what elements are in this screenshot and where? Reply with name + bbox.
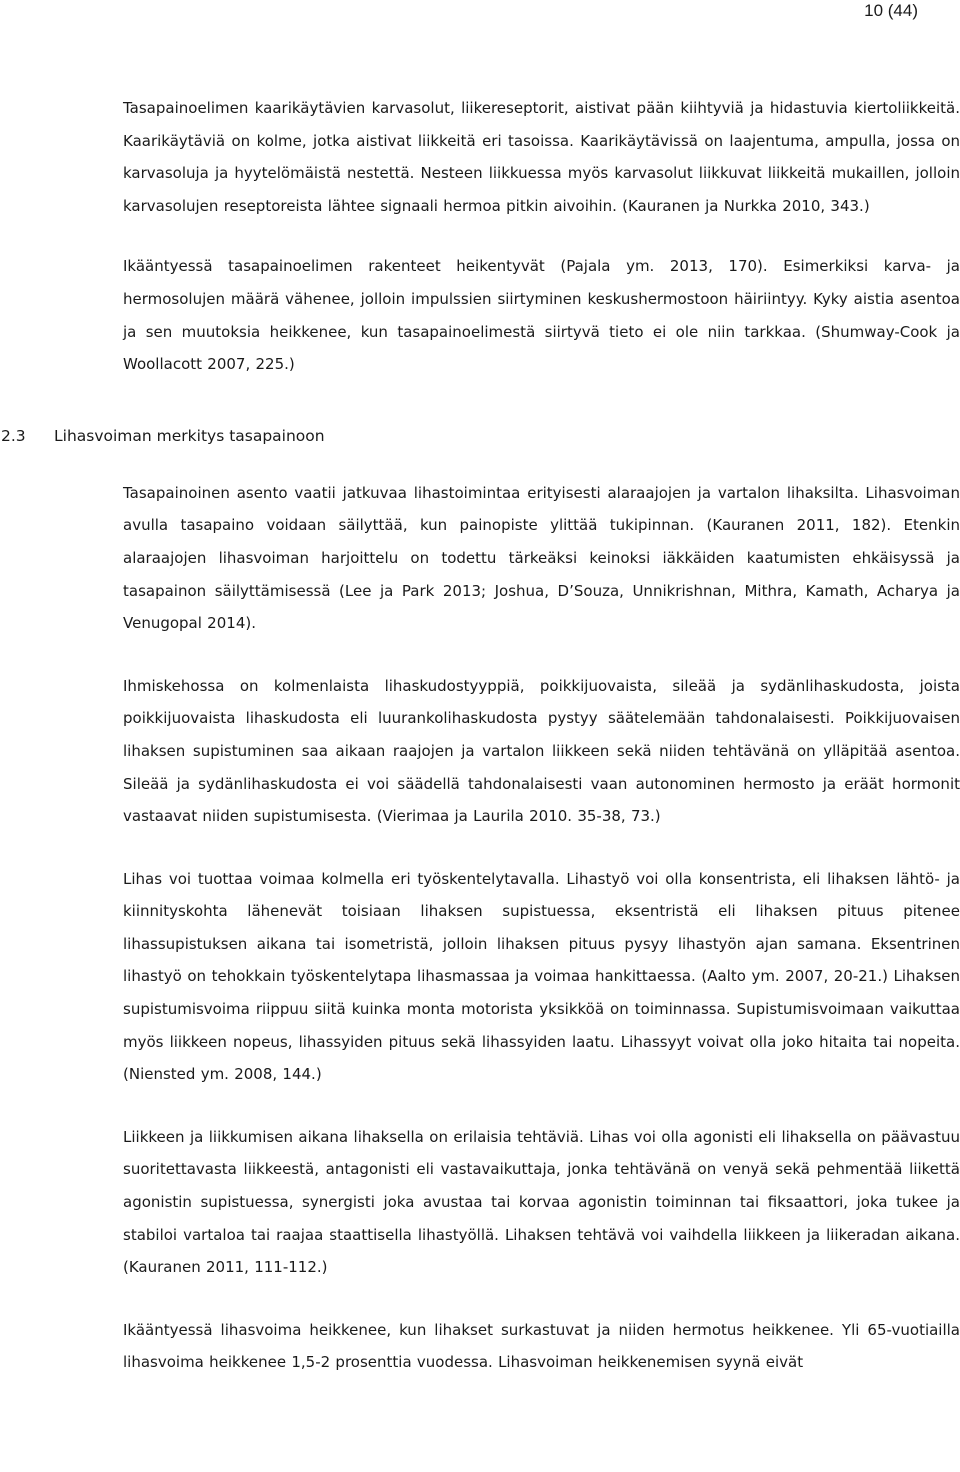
paragraph-muscle-roles: Liikkeen ja liikkumisen aikana lihaksella on erilaisia tehtäviä. Lihas voi olla agonisti eli lihaksella on päävastuu suoritettavasta liikkeestä, antagonisti eli vastavaikuttaja, jonka tehtävänä on venyä sekä pehmentää liikettä agonistin supistuessa, synergisti joka avustaa tai korvaa agonistin toiminnan tai fiksaattori, joka tukee ja stabiloi vartaloa tai raajaa staattisella lihastyöllä. Lihaksen tehtävä voi vaihdella liikkeen ja liikeradan aikana. (Kauranen 2011, 111-112.) [123,1127,960,1277]
paragraph-muscle-tissue-types: Ihmiskehossa on kolmenlaista lihaskudostyyppiä, poikkijuovaista, sileää ja sydänlihaskudosta, joista poikkijuovaista lihaskudosta eli luurankolihaskudosta pystyy säätelemään tahdonalaisesti. Poikkijuovaisen lihaksen supistuminen saa aikaan raajojen ja vartalon liikkeen sekä niiden tehtävänä on ylläpitää asentoa. Sileää ja sydänlihaskudosta ei voi säädellä tahdonalaisesti vaan autonominen hermosto ja eräät hormonit vastaavat niiden supistumisesta. (Vierimaa ja Laurila 2010. 35-38, 73.) [123,676,960,826]
paragraph-aging-balance-organ: Ikääntyessä tasapainoelimen rakenteet heikentyvät (Pajala ym. 2013, 170). Esimerkiksi karva- ja hermosolujen määrä vähenee, jolloin impulssien siirtyminen keskushermostoon häiriintyy. Kyky aistia asentoa ja sen muutoksia heikkenee, kun tasapainoelimestä siirtyvä tieto ei ole niin tarkkaa. (Shumway-Cook ja Woollacott 2007, 225.) [123,257,960,374]
paragraph-aging-muscle-strength: Ikääntyessä lihasvoima heikkenee, kun lihakset surkastuvat ja niiden hermotus heikkenee. Yli 65-vuotiailla lihasvoima heikkenee 1,5-2 prosenttia vuodessa. Lihasvoiman heikkenemisen syynä eivät [123,1320,960,1372]
section-number: 2.3 [1,426,26,445]
paragraph-vestibular-canals: Tasapainoelimen kaarikäytävien karvasolut, liikereseptorit, aistivat pään kiihtyviä ja hidastuvia kiertoliikkeitä. Kaarikäytäviä on kolme, jotka aistivat liikkeitä eri tasoissa. Kaarikäytävissä on laajentuma, ampulla, jossa on karvasoluja ja hyytelömäistä nestettä. Nesteen liikkuessa myös karvasolut liikkuvat liikkeitä mukaillen, jolloin karvasolujen reseptoreista lähtee signaali hermoa pitkin aivoihin. (Kauranen ja Nurkka 2010, 343.) [123,99,960,215]
paragraph-muscle-work-types: Lihas voi tuottaa voimaa kolmella eri työskentelytavalla. Lihastyö voi olla konsentrista, eli lihaksen lähtö- ja kiinnityskohta lähenevät toisiaan lihaksen supistuessa, eksentristä eli lihaksen pituus pitenee lihassupistuksen aikana tai isometristä, jolloin lihaksen pituus pysyy lihastyön ajan samana. Eksentrinen lihastyö on tehokkain työskentelytapa lihasmassaa ja voimaa hankittaessa. (Aalto ym. 2007, 20-21.) Lihaksen supistumisvoima riippuu siitä kuinka monta motorista yksikköä on toiminnassa. Supistumisvoimaan vaikuttaa myös liikkeen nopeus, lihassyiden pituus sekä lihassyiden laatu. Lihassyyt voivat olla joko hitaita tai nopeita. (Niensted ym. 2008, 144.) [123,869,960,1084]
section-title: Lihasvoiman merkitys tasapainoon [54,426,325,445]
page-number: 10 (44) [864,1,918,20]
paragraph-muscle-strength-balance: Tasapainoinen asento vaatii jatkuvaa lihastoimintaa erityisesti alaraajojen ja vartalon lihaksilta. Lihasvoiman avulla tasapaino voidaan säilyttää, kun painopiste ylittää tukipinnan. (Kauranen 2011, 182). Etenkin alaraajojen lihasvoiman harjoittelu on todettu tärkeäksi keinoksi iäkkäiden kaatumisten ehkäisyssä ja tasapainon säilyttämisessä (Lee ja Park 2013; Joshua, D’Souza, Unnikrishnan, Mithra, Kamath, Acharya ja Venugopal 2014). [123,483,960,633]
document-body [1,92,960,1379]
section-heading [0,423,960,449]
